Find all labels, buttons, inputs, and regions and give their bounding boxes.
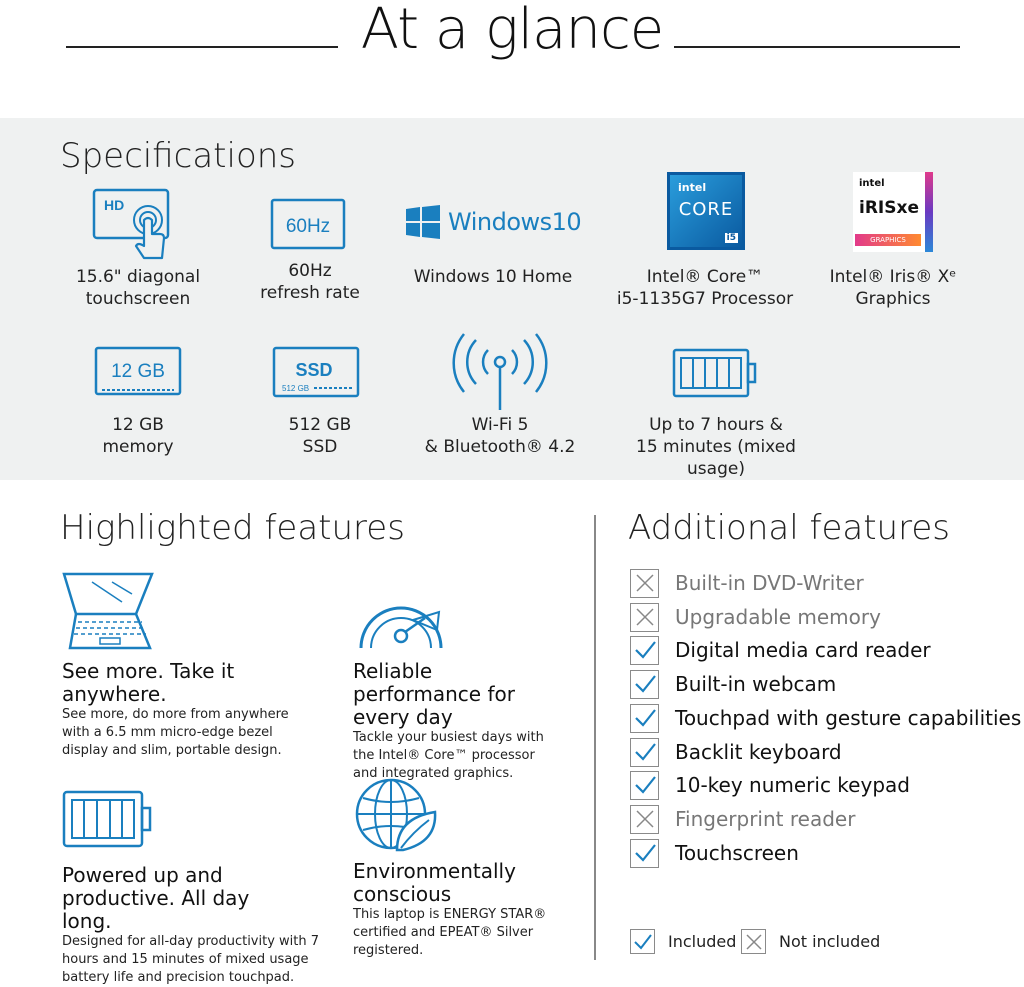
- feature-title: Reliable performance for every day: [353, 659, 515, 729]
- additional-feature-item: [630, 737, 842, 767]
- additional-feature-item: [630, 804, 855, 834]
- feature-title: Environmentally conscious: [353, 859, 516, 906]
- feature-description: Designed for all-day productivity with 7 hours and 15 minutes of mixed usage battery life and precision touchpad.: [62, 934, 320, 985]
- check-icon: [630, 670, 659, 699]
- windows-logo-icon: Windows10: [406, 204, 586, 240]
- globe-leaf-icon: [353, 776, 439, 854]
- memory-icon: [94, 346, 184, 400]
- additional-feature-label: 10-key numeric keypad: [675, 773, 910, 797]
- battery-icon: [672, 348, 760, 404]
- check-icon: [630, 704, 659, 733]
- additional-feature-label: Backlit keyboard: [675, 740, 842, 764]
- speedometer-icon: [353, 588, 449, 652]
- additional-feature-item: [630, 568, 864, 598]
- feature-description: Tackle your busiest days with the Intel® Core™ processor and integrated graphics.: [353, 730, 544, 781]
- additional-feature-label: Digital media card reader: [675, 638, 931, 662]
- title-rule-left: [66, 46, 338, 48]
- cross-icon: [630, 805, 659, 834]
- svg-text:HD: HD: [104, 197, 125, 213]
- feature-description: See more, do more from anywhere with a 6.5 mm micro-edge bezel display and slim, portable design.: [62, 707, 289, 758]
- feature-portable: [62, 568, 302, 760]
- additional-features-heading: Additional features: [628, 508, 950, 548]
- feature-battery: [62, 790, 322, 987]
- spec-label: 15.6" diagonal touchscreen: [75, 267, 201, 309]
- additional-feature-item: [630, 770, 910, 800]
- spec-label: 12 GB memory: [102, 415, 174, 457]
- column-divider: [594, 515, 596, 960]
- additional-feature-item: [630, 703, 1021, 733]
- laptop-icon: [62, 568, 158, 654]
- ssd-icon: [272, 346, 362, 402]
- cross-icon: [630, 603, 659, 632]
- hd-touchscreen-icon: [92, 188, 178, 264]
- additional-feature-label: Built-in webcam: [675, 672, 837, 696]
- legend-included: [630, 929, 736, 954]
- legend-label: Not included: [779, 932, 881, 951]
- check-icon: [630, 839, 659, 868]
- spec-label: Windows 10 Home: [413, 267, 573, 287]
- spec-label: 512 GB SSD: [288, 415, 352, 457]
- check-icon: [630, 738, 659, 767]
- additional-feature-item: [630, 838, 799, 868]
- spec-label: 60Hz refresh rate: [260, 261, 360, 303]
- spec-memory: [68, 346, 208, 466]
- spec-label: Wi-Fi 5 & Bluetooth® 4.2: [424, 415, 576, 457]
- spec-graphics: [820, 168, 966, 313]
- spec-battery: [608, 346, 824, 479]
- spec-wireless: [410, 334, 590, 466]
- spec-processor: [610, 168, 800, 313]
- svg-text:SSD: SSD: [295, 360, 333, 380]
- feature-title: Powered up and productive. All day long.: [62, 863, 250, 933]
- additional-feature-label: Touchpad with gesture capabilities: [675, 706, 1022, 730]
- feature-title: See more. Take it anywhere.: [62, 659, 235, 706]
- svg-text:512 GB: 512 GB: [282, 384, 310, 393]
- svg-text:60Hz: 60Hz: [285, 216, 331, 237]
- highlighted-features-heading: Highlighted features: [60, 508, 405, 548]
- spec-refresh-rate: [240, 188, 380, 313]
- feature-description: This laptop is ENERGY STAR® certified and EPEAT® Silver registered.: [353, 907, 547, 958]
- check-icon: [630, 771, 659, 800]
- additional-feature-label: Upgradable memory: [675, 605, 881, 629]
- spec-label: Intel® Core™ i5-1135G7 Processor: [616, 267, 794, 309]
- additional-feature-label: Fingerprint reader: [675, 807, 856, 831]
- additional-feature-item: [630, 602, 881, 632]
- specifications-panel: [0, 118, 1024, 480]
- spec-label: Up to 7 hours & 15 minutes (mixed usage): [636, 415, 796, 479]
- check-icon: [630, 929, 655, 954]
- legend-not-included: [741, 929, 880, 954]
- legend-label: Included: [668, 932, 737, 951]
- intel-iris-badge-icon: intel iRISxe GRAPHICS: [853, 172, 933, 252]
- spec-os: [400, 188, 586, 313]
- title-rule-right: [674, 46, 960, 48]
- spec-label: Intel® Iris® Xᵉ Graphics: [829, 267, 957, 309]
- feature-environment: [353, 776, 563, 960]
- feature-performance: [353, 588, 563, 783]
- svg-text:12 GB: 12 GB: [111, 361, 165, 382]
- cross-icon: [741, 929, 766, 954]
- specifications-heading: Specifications: [60, 136, 297, 176]
- refresh-rate-icon: [270, 198, 350, 254]
- check-icon: [630, 636, 659, 665]
- spec-storage: [250, 346, 390, 466]
- additional-feature-item: [630, 669, 836, 699]
- intel-core-badge-icon: intel CORE i5: [667, 172, 745, 250]
- spec-touchscreen: [58, 188, 218, 313]
- wifi-icon: [454, 334, 546, 412]
- additional-feature-item: [630, 635, 931, 665]
- cross-icon: [630, 569, 659, 598]
- additional-feature-label: Built-in DVD-Writer: [675, 571, 864, 595]
- additional-feature-label: Touchscreen: [675, 841, 799, 865]
- page-title: At a glance: [360, 0, 664, 62]
- battery-icon: [62, 790, 158, 852]
